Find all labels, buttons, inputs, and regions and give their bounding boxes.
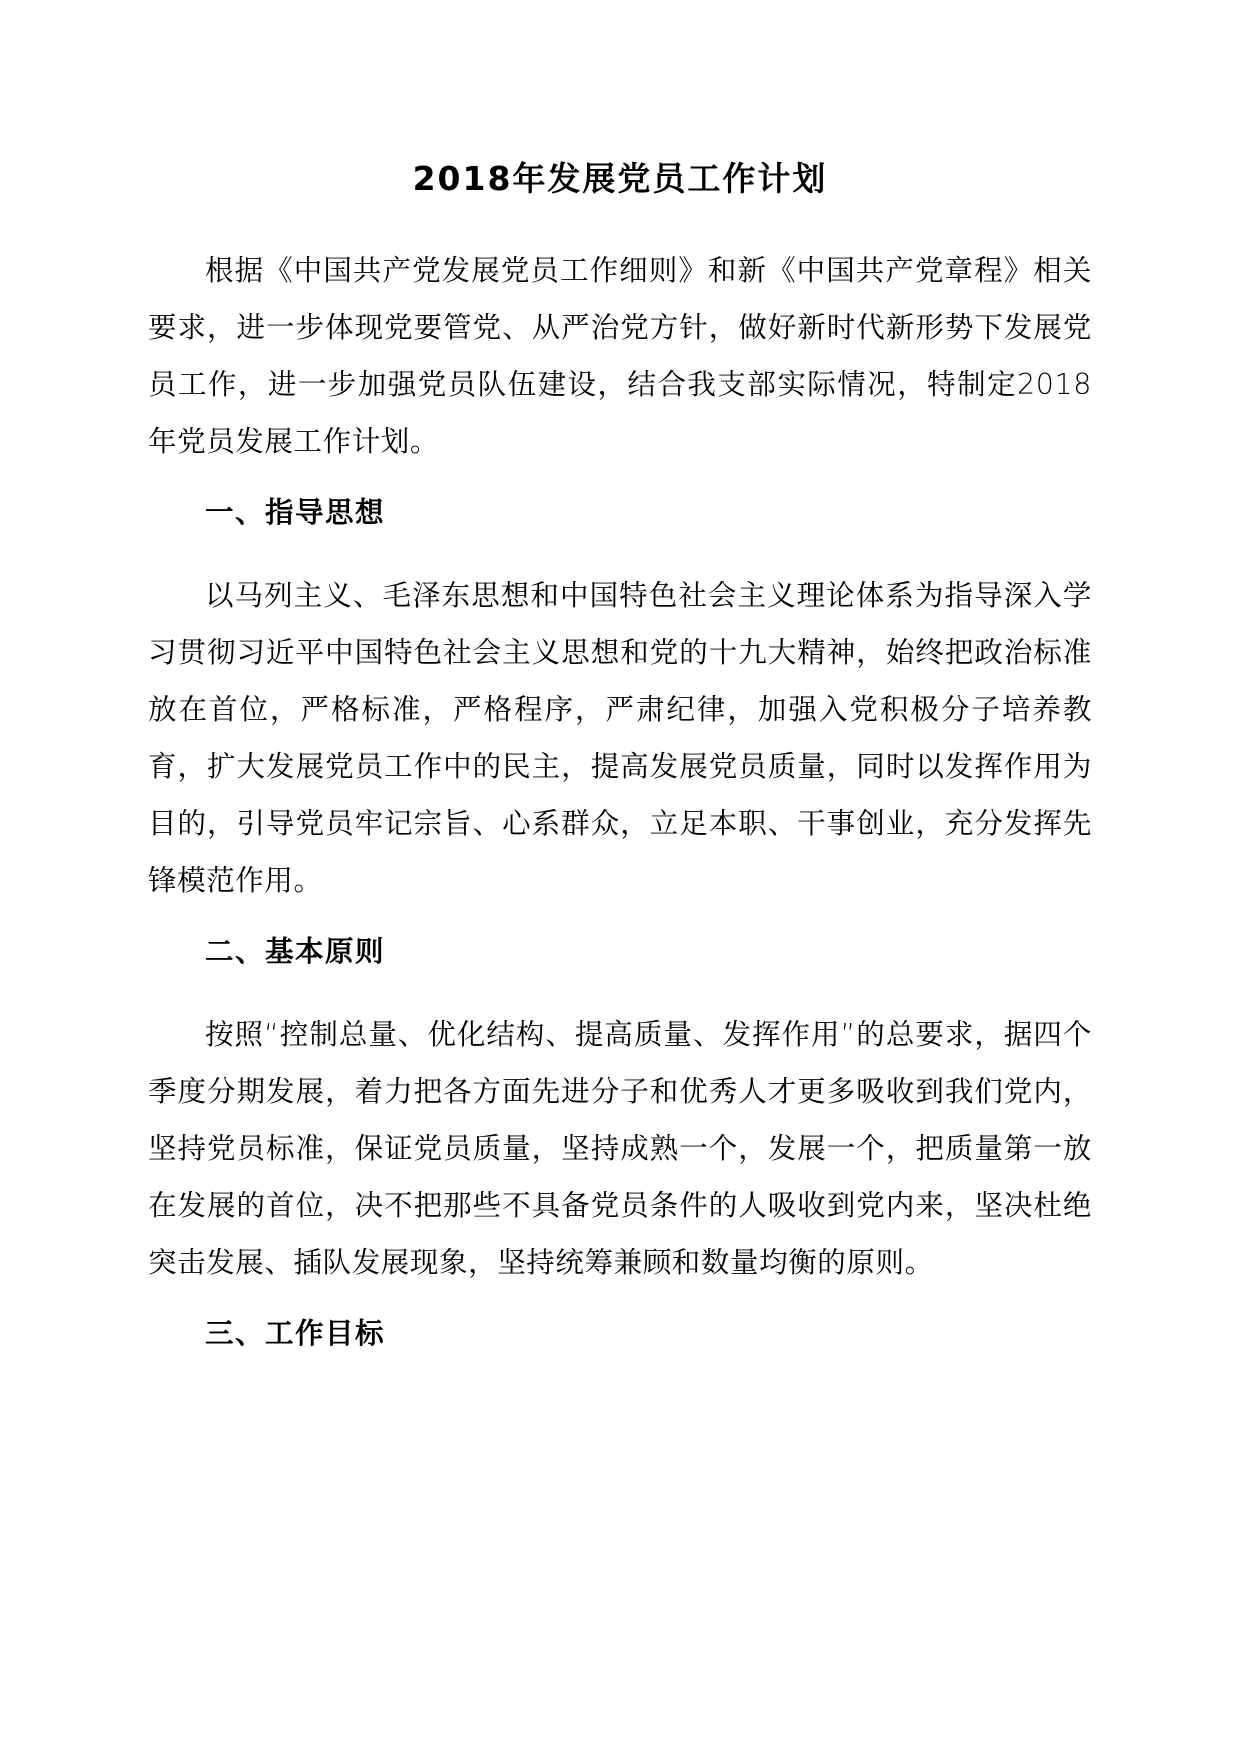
section-heading-basic-principles: 二、基本原则 (205, 935, 386, 969)
section-body-basic-principles: 按照“控制总量、优化结构、提高质量、发挥作用”的总要求，据四个季度分期发展，着力把各方面先进分子和优秀人才更多吸收到我们党内，坚持党员标准，保证党员质量，坚持成熟一个，发展一个，把质量第一放在发展的首位，决不把那些不具备党员条件的人吸收到党内来，坚决杜绝突击发展、插队发展现象，坚持统筹兼顾和数量均衡的原则。 (148, 1018, 1092, 1280)
section-body-guiding-ideology: 以马列主义、毛泽东思想和中国特色社会主义理论体系为指导深入学习贯彻习近平中国特色社会主义思想和党的十九大精神，始终把政治标准放在首位，严格标准，严格程序，严肃纪律，加强入党积极分子培养教育，扩大发展党员工作中的民主，提高发展党员质量，同时以发挥作用为目的，引导党员牢记宗旨、心系群众，立足本职、干事创业，充分发挥先锋模范作用。 (148, 579, 1092, 898)
section-heading-guiding-ideology: 一、指导思想 (205, 496, 386, 530)
page-title: 2018年发展党员工作计划 (412, 159, 828, 198)
section-heading-work-objectives: 三、工作目标 (205, 1317, 386, 1351)
intro-paragraph: 根据《中国共产党发展党员工作细则》和新《中国共产党章程》相关要求，进一步体现党要管党、从严治党方针，做好新时代新形势下发展党员工作，进一步加强党员队伍建设，结合我支部实际情况，特制定2018年党员发展工作计划。 (148, 254, 1092, 459)
